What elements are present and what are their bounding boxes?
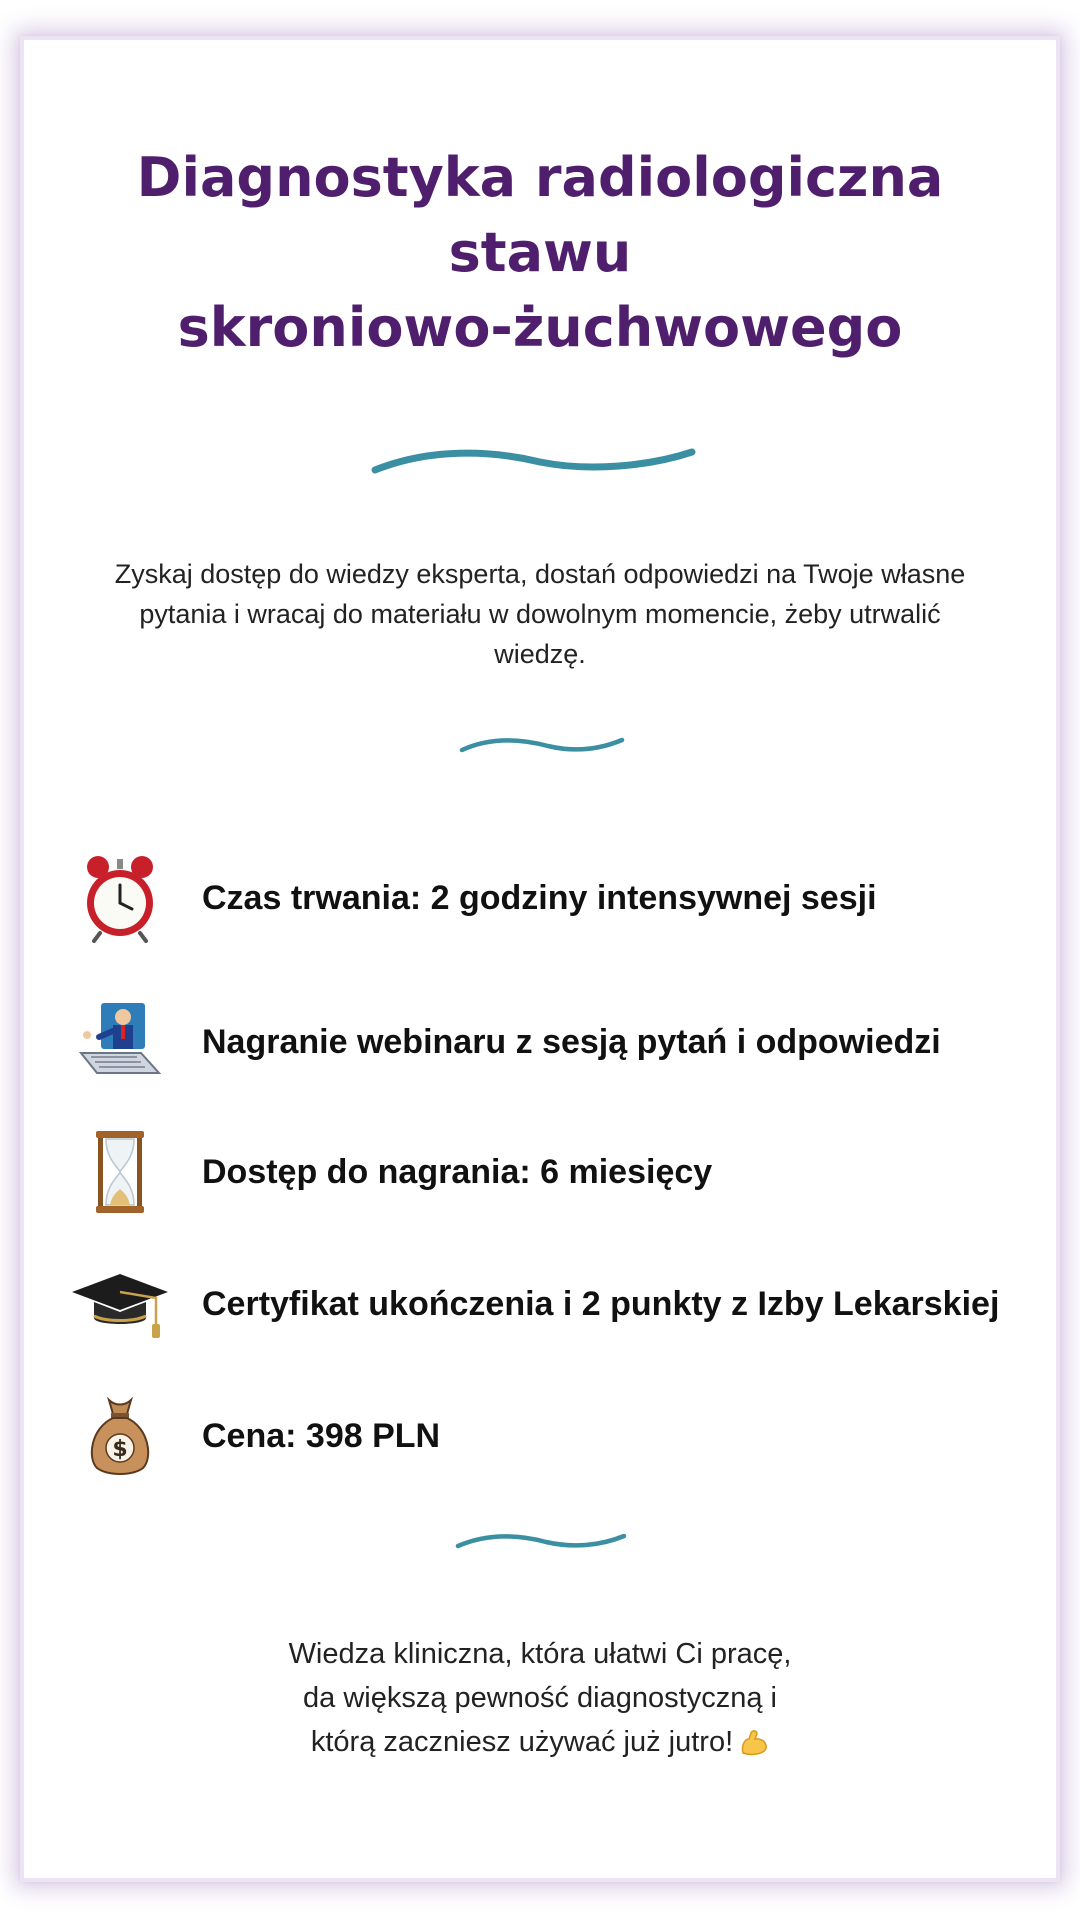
intro-text: Zyskaj dostęp do wiedzy eksperta, dostań odpowiedzi na Twoje własne pytania i wracaj do materiału w dowolnym momencie, żeby utrwalić wiedzę. — [114, 559, 966, 669]
wave-divider-large — [370, 440, 700, 480]
closing-line-2: da większą pewność diagnostyczną i — [303, 1682, 777, 1714]
feature-recording — [70, 992, 1050, 1092]
closing-text — [140, 1632, 940, 1770]
closing-line-1: Wiedza kliniczna, która ułatwi Ci pracę, — [288, 1638, 792, 1670]
feature-access — [70, 1122, 1050, 1222]
feature-duration — [70, 848, 1050, 948]
title-line-1: Diagnostyka radiologiczna — [136, 146, 944, 209]
money-bag-icon — [70, 1386, 170, 1486]
title-line-2: stawu — [448, 221, 632, 284]
feature-access-label: Dostęp do nagrania: 6 miesięcy — [202, 1152, 713, 1191]
wave-divider-small — [458, 732, 628, 758]
graduation-cap-icon — [70, 1254, 170, 1354]
feature-certificate-label: Certyfikat ukończenia i 2 punkty z Izby Lekarskiej — [202, 1284, 1000, 1323]
feature-certificate — [70, 1254, 1050, 1354]
feature-price — [70, 1386, 1050, 1486]
svg-text:$: $ — [112, 1437, 128, 1462]
closing-line-3-wrap — [140, 1720, 940, 1770]
hourglass-icon — [70, 1122, 170, 1222]
laptop-presenter-icon — [70, 992, 170, 1092]
page-title — [0, 140, 1080, 365]
feature-duration-label: Czas trwania: 2 godziny intensywnej sesji — [202, 878, 877, 917]
title-line-3: skroniowo-żuchwowego — [177, 296, 903, 359]
alarm-clock-icon — [70, 848, 170, 948]
wave-divider-bottom — [454, 1528, 630, 1554]
closing-line-3: którą zaczniesz używać już jutro! — [310, 1726, 734, 1758]
feature-recording-label: Nagranie webinaru z sesją pytań i odpowiedzi — [202, 1022, 941, 1061]
flexed-biceps-icon — [739, 1726, 769, 1770]
feature-price-label: Cena: 398 PLN — [202, 1416, 441, 1455]
